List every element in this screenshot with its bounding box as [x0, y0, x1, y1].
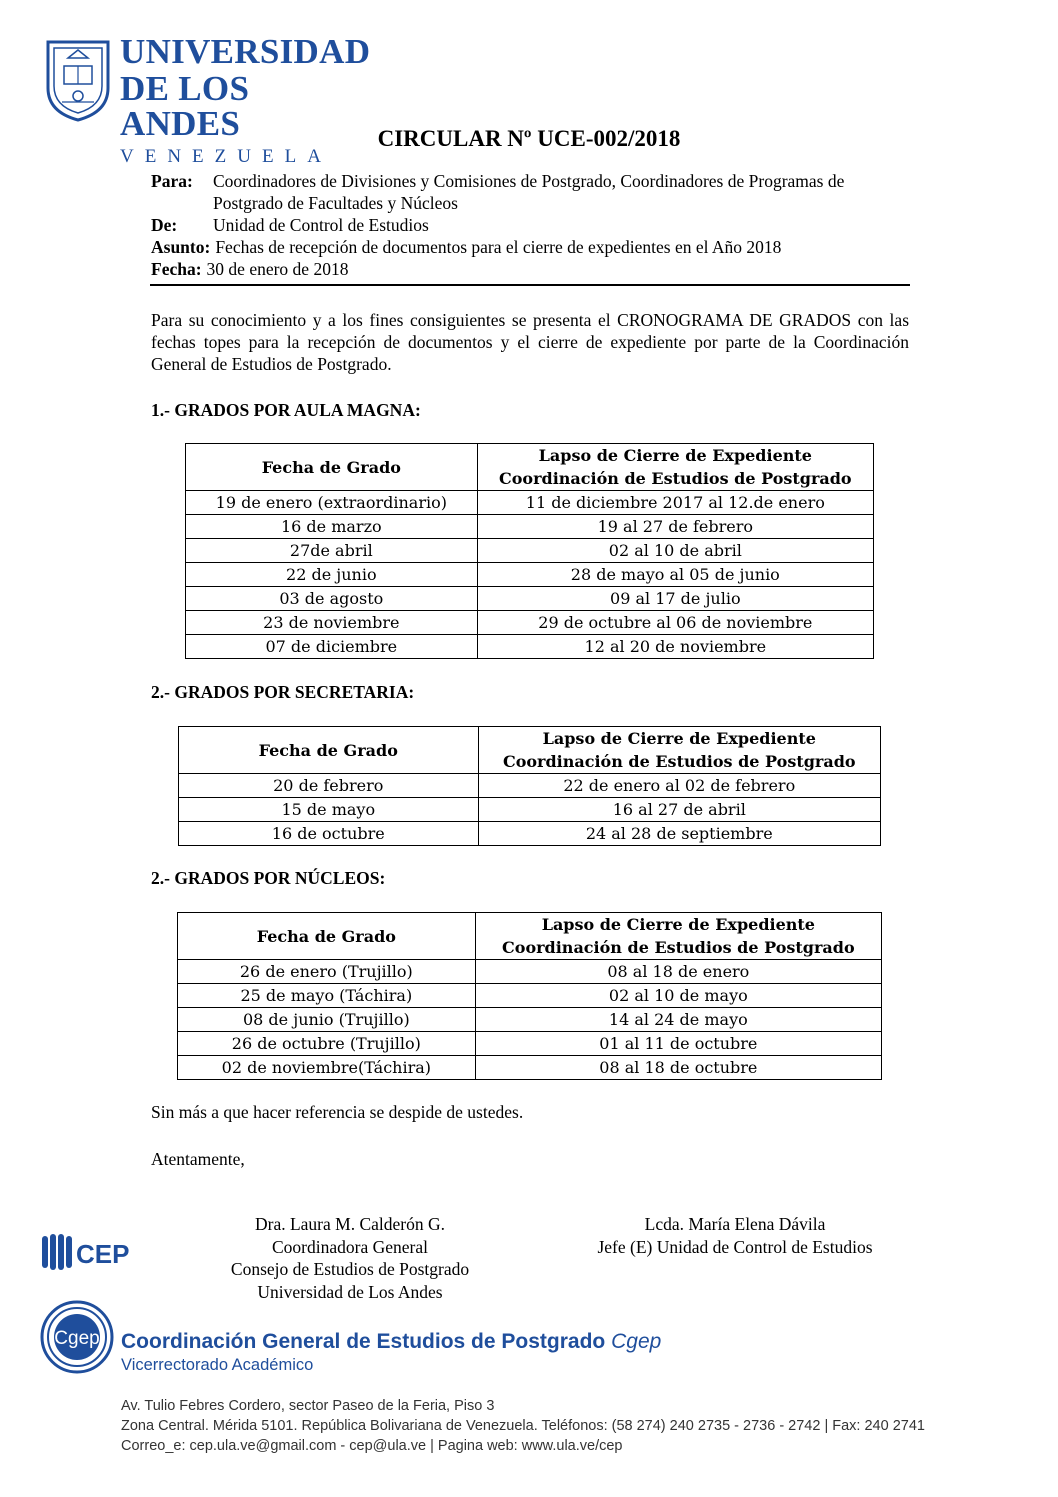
fecha-de-grado-cell: 15 de mayo [179, 798, 479, 822]
table-row [178, 984, 882, 1008]
lapso-cierre-cell: 29 de octubre al 06 de noviembre [477, 611, 873, 635]
university-name-line1: UNIVERSIDAD [120, 32, 371, 71]
memo-de-label: De: [151, 215, 178, 235]
header-fecha-de-grado: Fecha de Grado [178, 913, 476, 960]
header-lapso-cierre [478, 727, 880, 774]
cep-logo-icon [42, 1232, 130, 1272]
lapso-cierre-cell: 01 al 11 de octubre [475, 1032, 881, 1056]
header-lapso-line1: Lapso de Cierre de Expediente [542, 729, 816, 748]
table-row [186, 635, 874, 659]
table-header-row [186, 444, 874, 491]
lapso-cierre-cell: 02 al 10 de mayo [475, 984, 881, 1008]
table-row [179, 822, 881, 846]
section-heading-secretaria: 2.- GRADOS POR SECRETARIA: [151, 682, 415, 702]
fecha-de-grado-cell: 07 de diciembre [186, 635, 478, 659]
lapso-cierre-cell: 24 al 28 de septiembre [478, 822, 880, 846]
table-body [178, 960, 882, 1080]
table-body [179, 774, 881, 846]
table-header-row [178, 913, 882, 960]
cgep-logo-icon [40, 1300, 114, 1374]
table-row [186, 611, 874, 635]
memo-fecha-value: 30 de enero de 2018 [206, 259, 349, 279]
fecha-de-grado-cell: 20 de febrero [179, 774, 479, 798]
lapso-cierre-cell: 02 al 10 de abril [477, 539, 873, 563]
university-seal-icon [42, 36, 114, 122]
table-row [179, 798, 881, 822]
fecha-de-grado-cell: 25 de mayo (Táchira) [178, 984, 476, 1008]
header-lapso-line2: Coordinación de Estudios de Postgrado [502, 938, 855, 957]
table-header-row [179, 727, 881, 774]
lapso-cierre-cell: 09 al 17 de julio [477, 587, 873, 611]
university-logo [42, 32, 371, 167]
section-heading-aula-magna: 1.- GRADOS POR AULA MAGNA: [151, 400, 421, 420]
table-row [186, 539, 874, 563]
signature-left-org: Consejo de Estudios de Postgrado [230, 1259, 470, 1279]
table-row [178, 960, 882, 984]
memo-para-value: Coordinadores de Divisiones y Comisiones de Postgrado, Coordinadores de Programas de Postgrado de Facultades y Núcleos [213, 171, 845, 213]
memo-asunto-row [151, 236, 911, 258]
lapso-cierre-cell: 28 de mayo al 05 de junio [477, 563, 873, 587]
intro-paragraph: Para su conocimiento y a los fines consiguientes se presenta el CRONOGRAMA DE GRADOS con las fechas topes para la recepción de documentos y el cierre de expediente por parte de la Coordinación General de Estudios de Postgrado. [151, 310, 909, 374]
footer-org-fullname: Coordinación General de Estudios de Postgrado [121, 1330, 606, 1353]
fecha-de-grado-cell: 26 de enero (Trujillo) [178, 960, 476, 984]
signature-right-title: Jefe (E) Unidad de Control de Estudios [597, 1236, 873, 1257]
fecha-de-grado-cell: 27de abril [186, 539, 478, 563]
lapso-cierre-cell: 16 al 27 de abril [478, 798, 880, 822]
lapso-cierre-cell: 14 al 24 de mayo [475, 1008, 881, 1032]
memo-fecha-row [151, 258, 911, 280]
header-fecha-de-grado: Fecha de Grado [179, 727, 479, 774]
footer-org-abbr: Cgep [611, 1330, 662, 1353]
table-row [179, 774, 881, 798]
table-row [186, 587, 874, 611]
section-heading-nucleos: 2.- GRADOS POR NÚCLEOS: [151, 868, 386, 888]
table-row [186, 491, 874, 515]
signature-left-name: Dra. Laura M. Calderón G. [254, 1214, 445, 1234]
table-body [186, 491, 874, 659]
memo-fecha-label: Fecha: [151, 259, 202, 279]
salutation: Atentamente, [151, 1149, 245, 1169]
lapso-cierre-cell: 19 al 27 de febrero [477, 515, 873, 539]
schedule-table-nucleos [177, 912, 882, 1080]
memo-header [151, 170, 911, 280]
memo-para-label: Para: [151, 171, 193, 191]
memo-asunto-value: Fechas de recepción de documentos para el cierre de expedientes en el Año 2018 [215, 237, 782, 257]
university-name-line2: DE LOS ANDES [120, 69, 250, 143]
fecha-de-grado-cell: 22 de junio [186, 563, 478, 587]
lapso-cierre-cell: 12 al 20 de noviembre [477, 635, 873, 659]
table-row [178, 1056, 882, 1080]
signature-right-name: Lcda. María Elena Dávila [644, 1214, 826, 1234]
schedule-table-aula-magna [185, 443, 874, 659]
signature-right [570, 1213, 900, 1258]
footer-email-line: Correo_e: cep.ula.ve@gmail.com - cep@ula.ve | Pagina web: www.ula.ve/cep [121, 1438, 623, 1454]
header-lapso-cierre [475, 913, 881, 960]
signature-left [200, 1213, 500, 1303]
lapso-cierre-cell: 11 de diciembre 2017 al 12.de enero [477, 491, 873, 515]
cgep-logo-text: Cgep [54, 1328, 100, 1349]
fecha-de-grado-cell: 03 de agosto [186, 587, 478, 611]
footer-contact-line: Zona Central. Mérida 5101. República Bolivariana de Venezuela. Teléfonos: (58 274) 240 2735 - 2736 - 2742 | Fax: 240 2741 [121, 1418, 925, 1434]
fecha-de-grado-cell: 19 de enero (extraordinario) [186, 491, 478, 515]
header-lapso-cierre [477, 444, 873, 491]
table-row [178, 1032, 882, 1056]
cep-logo-text: CEP [76, 1239, 130, 1269]
table-row [186, 563, 874, 587]
closing-sentence: Sin más a que hacer referencia se despide de ustedes. [151, 1102, 524, 1122]
fecha-de-grado-cell: 26 de octubre (Trujillo) [178, 1032, 476, 1056]
fecha-de-grado-cell: 16 de octubre [179, 822, 479, 846]
signature-left-university: Universidad de Los Andes [257, 1281, 443, 1302]
table-row [186, 515, 874, 539]
header-lapso-line1: Lapso de Cierre de Expediente [538, 446, 812, 465]
memo-para-row [151, 170, 911, 214]
header-divider [150, 284, 910, 286]
schedule-table-secretaria [178, 726, 881, 846]
circular-title: CIRCULAR Nº UCE-002/2018 [377, 126, 681, 151]
fecha-de-grado-cell: 16 de marzo [186, 515, 478, 539]
header-lapso-line2: Coordinación de Estudios de Postgrado [502, 752, 856, 771]
header-lapso-line2: Coordinación de Estudios de Postgrado [499, 469, 852, 488]
footer-vicerrectorado: Vicerrectorado Académico [121, 1356, 314, 1374]
footer-address [121, 1396, 925, 1456]
lapso-cierre-cell: 08 al 18 de enero [475, 960, 881, 984]
university-country: VENEZUELA [120, 146, 332, 167]
fecha-de-grado-cell: 23 de noviembre [186, 611, 478, 635]
memo-de-value: Unidad de Control de Estudios [213, 215, 429, 235]
footer-org-name [121, 1330, 661, 1354]
lapso-cierre-cell: 08 al 18 de octubre [475, 1056, 881, 1080]
header-fecha-de-grado: Fecha de Grado [186, 444, 478, 491]
lapso-cierre-cell: 22 de enero al 02 de febrero [478, 774, 880, 798]
fecha-de-grado-cell: 02 de noviembre(Táchira) [178, 1056, 476, 1080]
header-lapso-line1: Lapso de Cierre de Expediente [541, 915, 815, 934]
table-row [178, 1008, 882, 1032]
memo-de-row [151, 214, 911, 236]
footer-address-line: Av. Tulio Febres Cordero, sector Paseo de la Feria, Piso 3 [121, 1398, 495, 1414]
signature-left-title: Coordinadora General [272, 1236, 428, 1257]
fecha-de-grado-cell: 08 de junio (Trujillo) [178, 1008, 476, 1032]
memo-asunto-label: Asunto: [151, 237, 211, 257]
